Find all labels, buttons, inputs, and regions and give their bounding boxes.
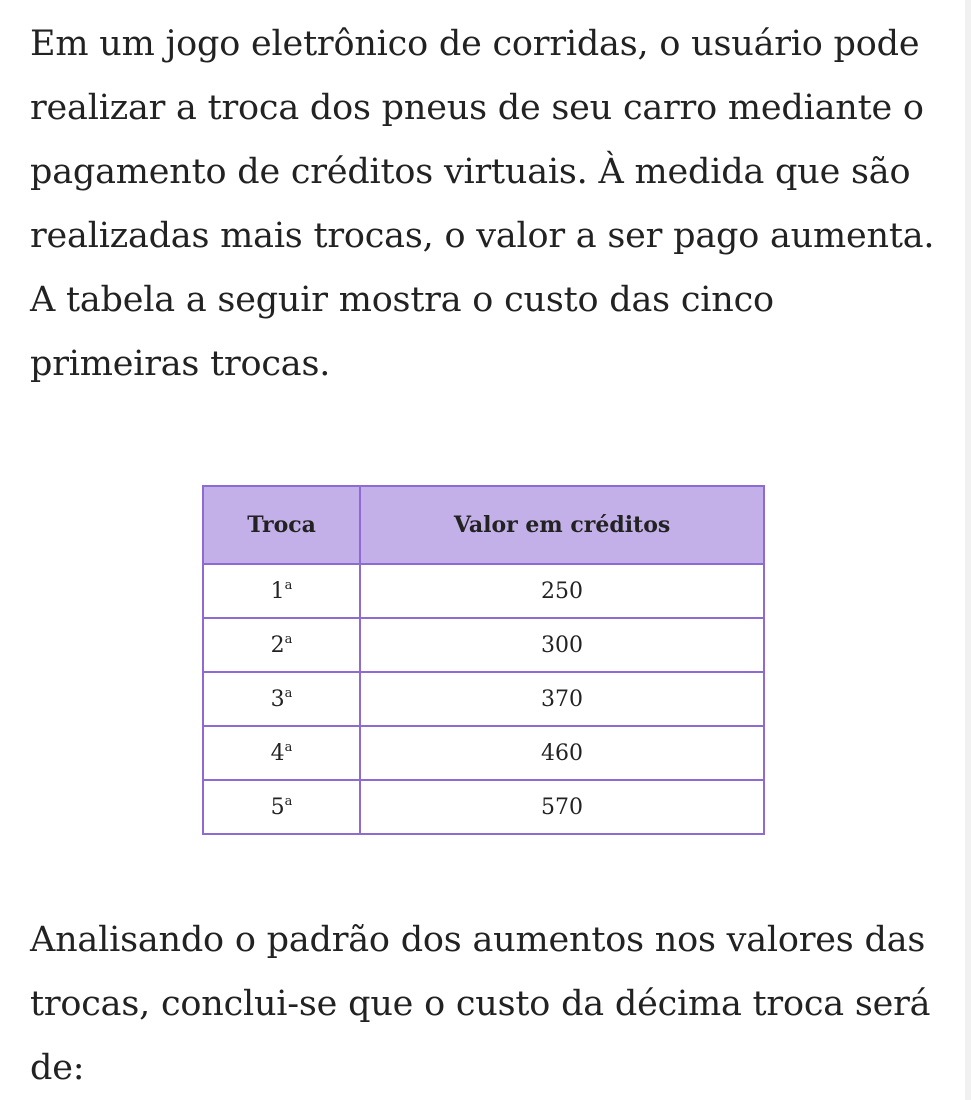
- intro-paragraph: Em um jogo eletrônico de corridas, o usuário pode realizar a troca dos pneus de seu carro mediante o pagamento de créditos virtuais. À medida que são realizadas mais trocas, o valor a ser pago aumenta. A tabela a seguir mostra o custo das cinco primeiras trocas.: [30, 24, 935, 384]
- cell-troca: 5$^a$: [203, 780, 360, 834]
- header-troca: Troca: [203, 486, 360, 564]
- table-row: [203, 780, 764, 834]
- cell-valor: 570: [360, 780, 764, 834]
- question-paragraph: Analisando o padrão dos aumentos nos valores das trocas, conclui-se que o custo da décima troca será de:: [30, 920, 931, 1088]
- page-right-edge: [965, 0, 971, 1100]
- cost-table: [202, 485, 765, 835]
- table-row: [203, 672, 764, 726]
- cell-valor: 300: [360, 618, 764, 672]
- cell-valor: 370: [360, 672, 764, 726]
- cell-troca: 4$^a$: [203, 726, 360, 780]
- cell-troca: 1$^a$: [203, 564, 360, 618]
- cell-troca: 2$^a$: [203, 618, 360, 672]
- table-row: [203, 726, 764, 780]
- cost-table-container: [202, 485, 765, 835]
- cell-valor: 250: [360, 564, 764, 618]
- table-row: [203, 564, 764, 618]
- header-valor: Valor em créditos: [360, 486, 764, 564]
- cell-troca: 3$^a$: [203, 672, 360, 726]
- table-row: [203, 618, 764, 672]
- table-header-row: [203, 486, 764, 564]
- cell-valor: 460: [360, 726, 764, 780]
